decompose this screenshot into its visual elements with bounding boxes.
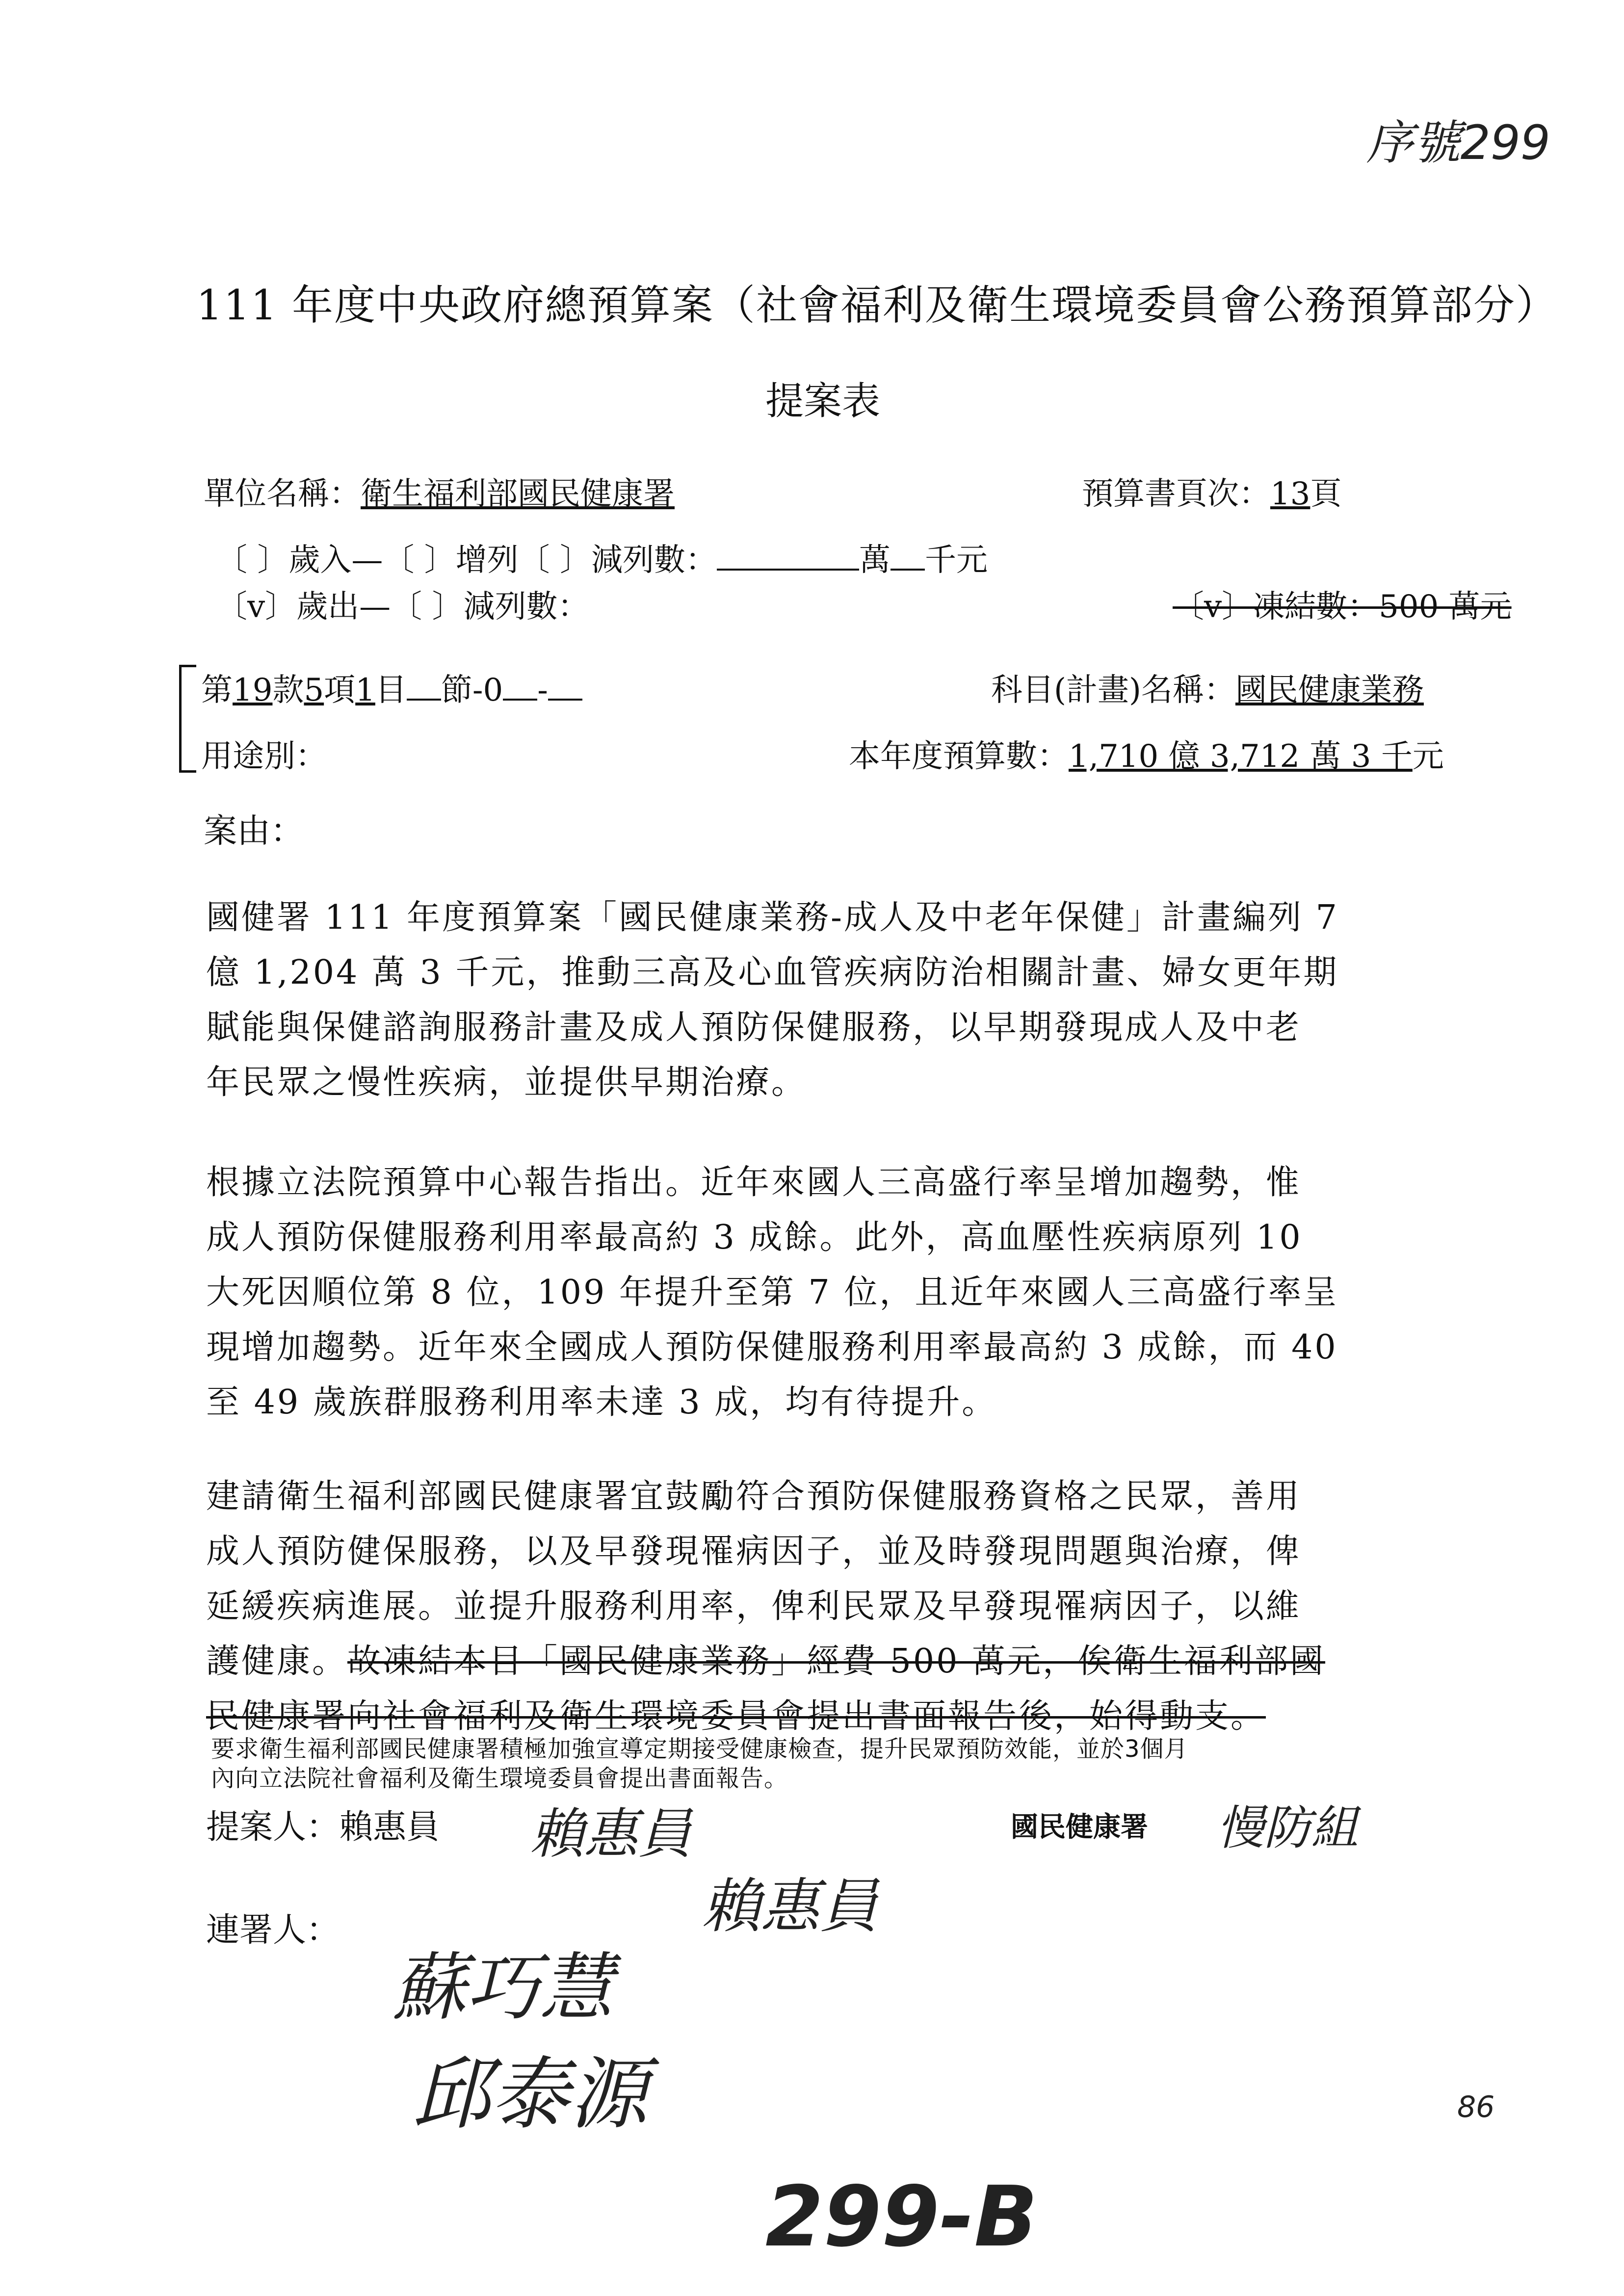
unit-row (204, 469, 675, 514)
usage-label: 用途別： (201, 738, 327, 775)
mu-label: 目 (375, 672, 407, 708)
expense-prefix: 〔v〕歲出—〔 〕減列數： (216, 589, 589, 625)
page-serial-stamp: 序號299 (1366, 115, 1550, 170)
paragraph-3-line: 建請衛生福利部國民健康署宜鼓勵符合預防保健服務資格之民眾，善用 (206, 1477, 1302, 1516)
section-line (201, 665, 582, 710)
income-prefix: 〔 〕歲入—〔 〕增列〔 〕減列數： (216, 542, 717, 578)
expense-line (216, 581, 589, 626)
paragraph-3-line: 延緩疾病進展。並提升服務利用率，俾利民眾及早發現罹病因子，以維 (206, 1587, 1302, 1626)
document-subtitle: 提案表 (765, 379, 881, 423)
budget-page-value: 13 (1270, 476, 1310, 512)
budget-page-label: 預算書頁次： (1082, 476, 1270, 512)
agency-stamp: 國民健康署 (1011, 1811, 1148, 1843)
cosigner-signature: 邱泰源 (412, 2048, 648, 2140)
note-line: 要求衛生福利部國民健康署積極加強宣導定期接受健康檢查，提升民眾預防效能，並於3個月 (211, 1735, 1188, 1763)
unit-label: 單位名稱： (204, 476, 361, 512)
paragraph-1-line: 年民眾之慢性疾病，並提供早期治療。 (206, 1063, 807, 1102)
paragraph-2-line: 至 49 歲族群服務利用率未達 3 成，均有待提升。 (206, 1383, 997, 1422)
handwritten-revision-note (211, 1734, 1188, 1793)
corner-mark: 86 (1457, 2090, 1495, 2124)
paragraph-2 (206, 1155, 1338, 1430)
budget-page-row (1082, 469, 1341, 514)
account-name-value: 國民健康業務 (1235, 672, 1424, 708)
proposer-label: 提案人： (206, 1808, 340, 1847)
note-line: 內向立法院社會福利及衛生環境委員會提出書面報告。 (211, 1765, 788, 1792)
paragraph-2-line: 成人預防保健服務利用率最高約 3 成餘。此外，高血壓性疾病原列 10 (206, 1218, 1303, 1257)
paragraph-3 (206, 1469, 1325, 1744)
paragraph-1-line: 賦能與保健諮詢服務計畫及成人預防保健服務，以早期發現成人及中老 (206, 1008, 1302, 1047)
proposer-signature: 賴惠員 (530, 1802, 692, 1865)
document-title: 111 年度中央政府總預算案（社會福利及衛生環境委員會公務預算部分） (196, 281, 1558, 329)
account-name-label: 科目(計畫)名稱： (991, 672, 1235, 708)
income-unit-wan: 萬 (859, 542, 891, 578)
struck-freeze-text: 故凍結本目「國民健康業務」經費 500 萬元，俟衛生福利部國 (347, 1642, 1326, 1681)
paragraph-3-kept-text: 護健康。 (206, 1642, 348, 1681)
footer-page-number: 299-B (765, 2168, 1038, 2266)
annual-budget-label: 本年度預算數： (849, 738, 1069, 775)
paragraph-3-line: 成人預防健保服務，以及早發現罹病因子，並及時發現問題與治療，俾 (206, 1532, 1302, 1571)
xiang-number: 5 (304, 672, 324, 708)
paragraph-3-line (206, 1634, 1325, 1689)
paragraph-2-line: 現增加趨勢。近年來全國成人預防保健服務利用率最高約 3 成餘，而 40 (206, 1328, 1338, 1367)
income-line (216, 535, 988, 580)
paragraph-2-line: 根據立法院預算中心報告指出。近年來國人三高盛行率呈增加趨勢，惟 (206, 1163, 1302, 1202)
annual-budget-suffix: 元 (1412, 738, 1444, 775)
freeze-amount: 〔v〕凍結數：500 萬元 (1173, 589, 1512, 625)
xiang-label: 項 (324, 672, 356, 708)
cosigner-signature: 蘇巧慧 (393, 1945, 614, 2031)
mu-number: 1 (355, 672, 375, 708)
usage-row (201, 731, 327, 776)
account-name-row (991, 665, 1424, 710)
section-di: 第 (201, 672, 233, 708)
paragraph-2-line: 大死因順位第 8 位，109 年提升至第 7 位，且近年來國人三高盛行率呈 (206, 1273, 1339, 1312)
struck-freeze-text-2: 民健康署向社會福利及衛生環境委員會提出書面報告後，始得動支。 (206, 1697, 1266, 1736)
cosigner-label: 連署人： (206, 1911, 340, 1950)
paragraph-1 (206, 890, 1339, 1110)
reason-label: 案由： (204, 812, 304, 851)
unit-value: 衛生福利部國民健康署 (361, 476, 675, 512)
kuan-label: 款 (272, 672, 304, 708)
jie-label: 節-0 (441, 672, 503, 708)
kuan-number: 19 (233, 672, 273, 708)
proposer-name: 賴惠員 (340, 1808, 440, 1847)
paragraph-1-line: 國健署 111 年度預算案「國民健康業務-成人及中老年保健」計畫編列 7 (206, 898, 1339, 937)
proposer-row (206, 1800, 440, 1848)
agency-division: 慢防組 (1217, 1800, 1358, 1855)
annual-budget-row (849, 731, 1444, 776)
cosigner-signature: 賴惠員 (702, 1873, 878, 1941)
section-dash: - (537, 672, 548, 708)
paragraph-1-line: 億 1,204 萬 3 千元，推動三高及心血管疾病防治相關計畫、婦女更年期 (206, 953, 1339, 992)
annual-budget-value: 1,710 億 3,712 萬 3 千 (1069, 738, 1413, 775)
income-unit-qian: 千元 (925, 542, 988, 578)
section-bracket (179, 665, 196, 773)
budget-page-suffix: 頁 (1310, 476, 1342, 512)
